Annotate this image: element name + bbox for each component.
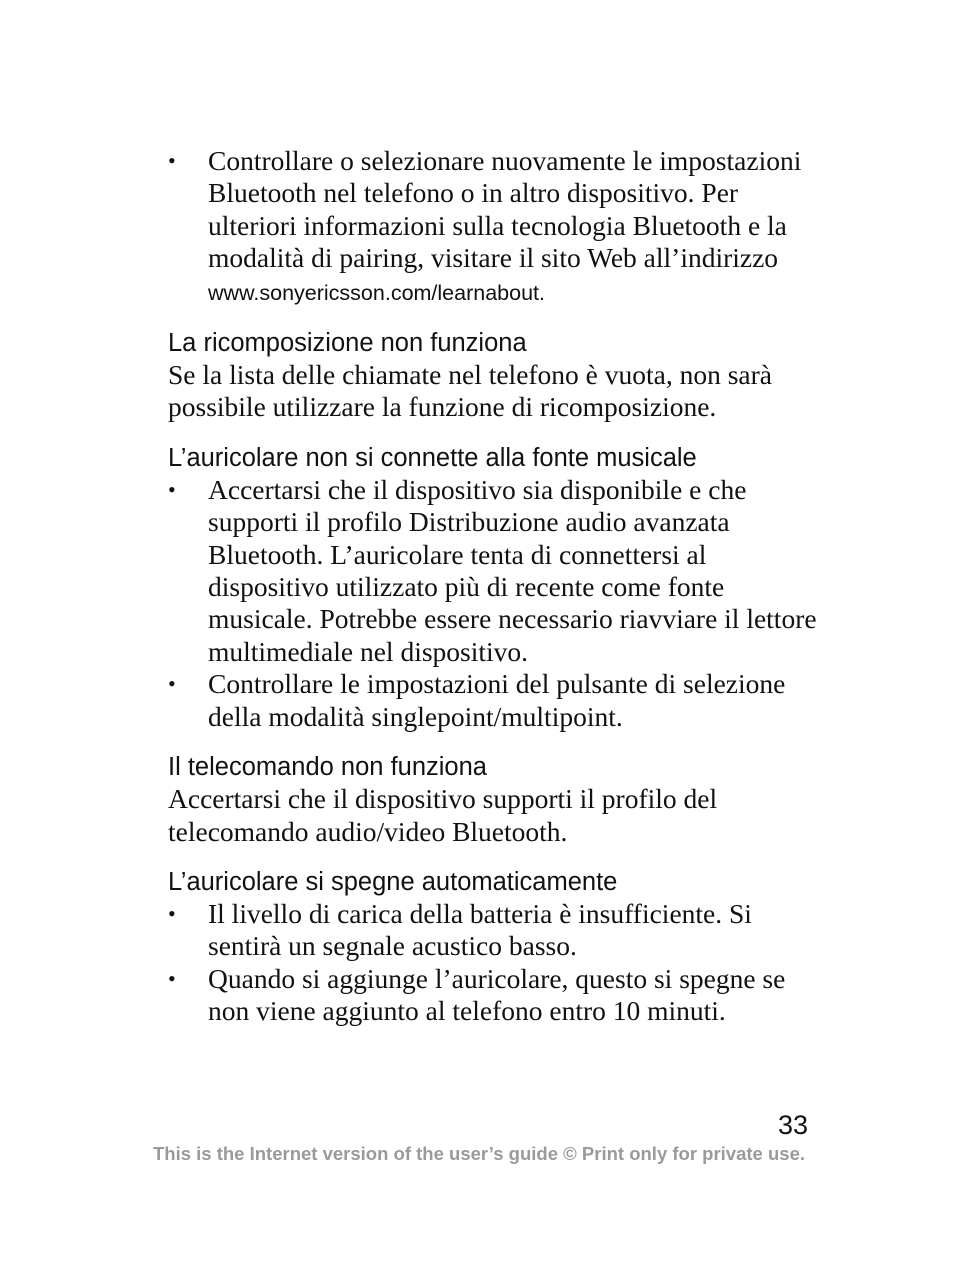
- list-item: [168, 668, 818, 733]
- list-item: [168, 474, 818, 668]
- bullet-text: Accertarsi che il dispositivo sia disponibile e che supporti il profilo Distribuzione audio avanzata Bluetooth. L’auricolare tenta di connettersi al dispositivo utilizzato più di recente come fonte musicale. Potrebbe essere necessario riavviare il lettore multimediale nel dispositivo.: [208, 473, 817, 667]
- auto-off-bullet-list: [168, 898, 818, 1028]
- section-heading-redial: La ricomposizione non funziona: [168, 329, 527, 358]
- bullet-icon: •: [168, 965, 176, 991]
- section-paragraph-remote: Accertarsi che il dispositivo supporti il profilo del telecomando audio/video Bluetooth.: [168, 783, 718, 847]
- footer-notice: [0, 1143, 954, 1165]
- footer-text: This is the Internet version of the user’s guide © Print only for private use.: [152, 1143, 805, 1164]
- bullet-icon: •: [168, 148, 176, 173]
- bullet-text: Il livello di carica della batteria è insufficiente. Si sentirà un segnale acustico basso.: [208, 897, 752, 962]
- bullet-icon: •: [168, 476, 176, 502]
- page-body: [168, 145, 818, 1028]
- music-source-bullet-list: [168, 474, 818, 733]
- bullet-icon: •: [168, 900, 176, 926]
- bullet-text: Controllare le impostazioni del pulsante di selezione della modalità singlepoint/multipoint.: [208, 668, 786, 732]
- bullet-text: Quando si aggiunge l’auricolare, questo si spegne se non viene aggiunto al telefono entro 10 minuti.: [208, 962, 786, 1027]
- list-item: [168, 963, 818, 1028]
- intro-bullet-list: [168, 145, 818, 309]
- section-heading-remote: Il telecomando non funziona: [168, 753, 487, 782]
- page-number: 33: [777, 1110, 808, 1140]
- bullet-icon: •: [168, 671, 176, 697]
- section-paragraph-redial: Se la lista delle chiamate nel telefono è vuota, non sarà possibile utilizzare la funzione di ricomposizione.: [168, 359, 773, 423]
- bullet-text: Controllare o selezionare nuovamente le impostazioni Bluetooth nel telefono o in altro dispositivo. Per ulteriori informazioni sulla tecnologia Bluetooth e la modalità di pairing, visitare il sito Web all’indirizzo: [208, 145, 802, 274]
- list-item: [168, 898, 818, 963]
- learnabout-link[interactable]: www.sonyericsson.com/learnabout.: [208, 280, 545, 305]
- section-heading-auto-off: L’auricolare si spegne automaticamente: [168, 867, 618, 896]
- list-item: [168, 145, 818, 309]
- section-heading-music-source: L’auricolare non si connette alla fonte musicale: [168, 443, 697, 472]
